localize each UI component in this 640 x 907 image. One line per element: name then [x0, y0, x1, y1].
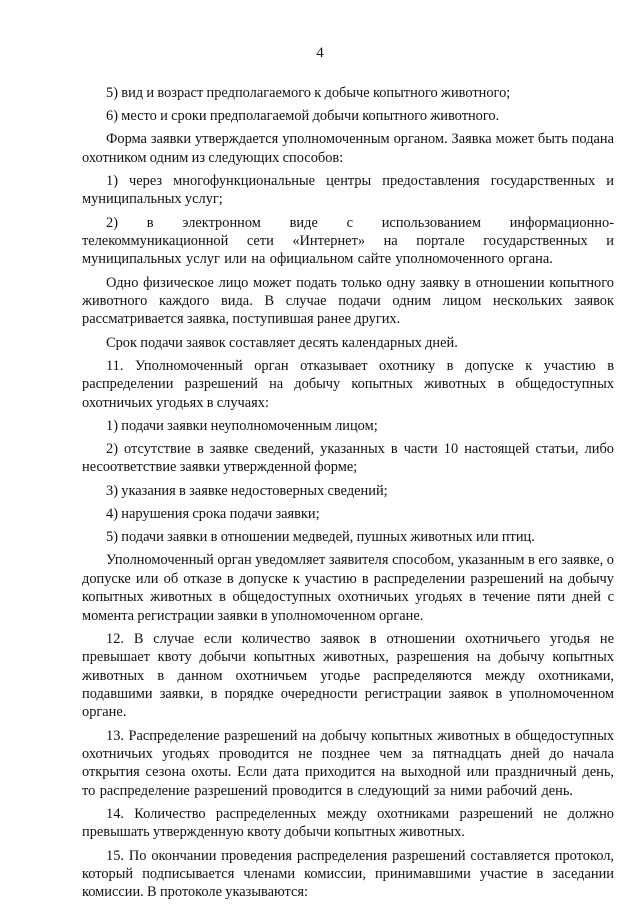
clause-13: 13. Распределение разрешений на добычу копытных животных в общедоступных охотничьих угодьях проводится не позднее чем за пятнадцать дней до начала открытия сезона охоты. Если дата приходится на выходной или праздничный день, то распределение разрешений проводится в следующий за ними рабочий день. [82, 727, 614, 799]
refusal-item-1: 1) подачи заявки неуполномоченным лицом; [106, 417, 378, 434]
refusal-item-2: 2) отсутствие в заявке сведений, указанных в части 10 настоящей статьи, либо несоответствие заявки утвержденной форме; [82, 441, 614, 476]
clause-14: 14. Количество распределенных между охотниками разрешений не должно превышать утвержденную квоту добычи копытных животных. [82, 805, 614, 841]
method-item-1: 1) через многофункциональные центры предоставления государственных и муниципальных услуг; [82, 173, 614, 208]
page-number: 4 [316, 45, 324, 61]
clause-11: 11. Уполномоченный орган отказывает охотнику в допуске к участию в распределении разрешений на добычу копытных животных в общедоступных охотничьих угодьях в случаях: [82, 357, 614, 411]
refusal-item-3: 3) указания в заявке недостоверных сведений; [106, 482, 388, 499]
document-body [82, 84, 614, 907]
clause-12: 12. В случае если количество заявок в отношении охотничьего угодья не превышает квоту добычи копытных животных, разрешения на добычу копытных животных в данном охотничьем угодье распределяются между охотниками, подавшими заявки, в порядке очередности регистрации заявок в уполномоченном органе. [82, 630, 614, 721]
refusal-item-5: 5) подачи заявки в отношении медведей, пушных животных или птиц. [106, 529, 535, 546]
paragraph-notification: Уполномоченный орган уведомляет заявителя способом, указанным в его заявке, о допуске или об отказе в допуске к участию в распределении разрешений на добычу копытных животных в общедоступных охотничьих угодьях в течение пяти дней с момента регистрации заявки в уполномоченном органе. [82, 552, 614, 624]
list-item-5: 5) вид и возраст предполагаемого к добыче копытного животного; [106, 85, 511, 101]
list-item-6: 6) место и сроки предполагаемой добычи копытного животного. [106, 108, 500, 125]
paragraph-deadline: Срок подачи заявок составляет десять календарных дней. [106, 334, 458, 351]
paragraph-application-form: Форма заявки утверждается уполномоченным органом. Заявка может быть подана охотником одним из следующих способов: [82, 131, 614, 166]
clause-15: 15. По окончании проведения распределения разрешений составляется протокол, который подписывается членами комиссии, принимавшими участие в заседании комиссии. В протоколе указываются: [82, 847, 614, 901]
refusal-item-4: 4) нарушения срока подачи заявки; [106, 505, 320, 522]
paragraph-one-application: Одно физическое лицо может подать только одну заявку в отношении копытного животного каждого вида. В случае подачи одним лицом нескольких заявок рассматривается заявка, поступившая ранее других. [82, 274, 614, 328]
method-item-2: 2) в электронном виде с использованием информационно-телекоммуникационной сети «Интернет» на портале государственных и муниципальных услуг или на официальном сайте уполномоченного органа. [82, 214, 614, 268]
